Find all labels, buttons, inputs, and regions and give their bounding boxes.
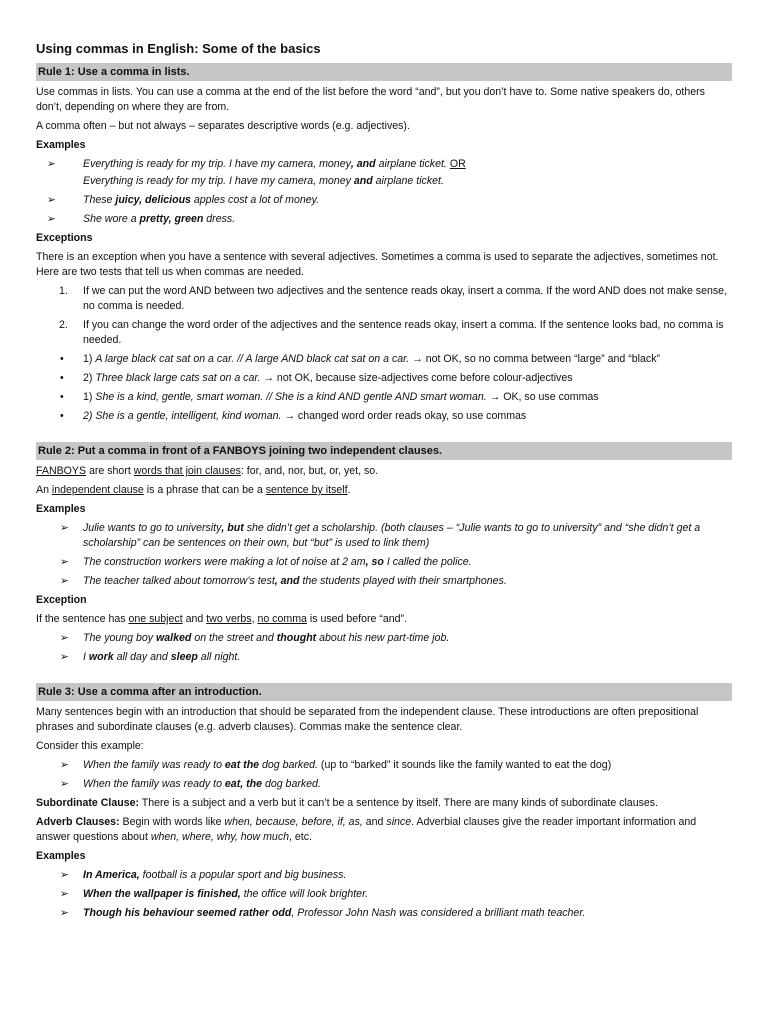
adverb-clauses-definition: Adverb Clauses: Begin with words like when, because, before, if, as, and since. Adverbial clauses give the reader important information and answer questions about when, where, why, how much, etc. [36, 816, 697, 843]
list-item: ➢ In America, football is a popular sport and big business. [60, 869, 347, 881]
rule2-paragraph-1: FANBOYS are short words that join clauses: for, and, nor, but, or, yet, so. [36, 465, 379, 477]
page-title: Using commas in English: Some of the basics [36, 41, 321, 56]
arrow-bullet-icon: ➢ [60, 759, 69, 771]
arrow-bullet-icon: ➢ [47, 194, 56, 206]
rule2-exception-paragraph: If the sentence has one subject and two verbs, no comma is used before “and”. [36, 613, 408, 625]
section-spacer [36, 428, 732, 442]
list-item: ➢ These juicy, delicious apples cost a lot of money. [47, 194, 320, 206]
list-item: ➢ She wore a pretty, green dress. [47, 213, 236, 225]
rule1-exceptions-paragraph: There is an exception when you have a sentence with several adjectives. Sometimes a comma is used to separate the adjectives, sometimes not. Here are two tests that tell us when commas are needed. [36, 251, 719, 278]
list-item: • 1) A large black cat sat on a car. // A large AND black cat sat on a car. → not OK, so no comma between “large” and “black” [60, 353, 661, 365]
arrow-bullet-icon: ➢ [47, 213, 56, 225]
arrow-bullet-icon: ➢ [60, 651, 69, 663]
document-page [36, 40, 732, 925]
list-item: ➢ When the wallpaper is finished, the office will look brighter. [60, 888, 369, 900]
rule3-paragraph-2: Consider this example: [36, 740, 144, 752]
rule2-exception-label: Exception [36, 594, 87, 606]
list-item: 2. If you can change the word order of the adjectives and the sentence reads okay, insert a comma. If the sentence looks bad, no comma is needed. [59, 319, 724, 346]
bullet-icon: • [60, 353, 64, 365]
rule1-heading: Rule 1: Use a comma in lists. [36, 63, 732, 81]
rule1-paragraph-1: Use commas in lists. You can use a comma at the end of the list before the word “and”, but you don’t have to. Some native speakers do, others don’t, depending on where they are from. [36, 86, 705, 113]
arrow-bullet-icon: ➢ [60, 907, 69, 919]
list-item: • 1) She is a kind, gentle, smart woman. // She is a kind AND gentle AND smart woman. → OK, so use commas [60, 391, 599, 403]
rule1-examples-label: Examples [36, 139, 86, 151]
list-item: • 2) She is a gentle, intelligent, kind woman. → changed word order reads okay, so use commas [60, 410, 527, 422]
arrow-bullet-icon: ➢ [60, 522, 69, 534]
arrow-bullet-icon: ➢ [60, 575, 69, 587]
rule1-example-alt: Everything is ready for my trip. I have my camera, money and airplane ticket. [83, 175, 444, 187]
list-item: ➢ The construction workers were making a lot of noise at 2 am, so I called the police. [60, 556, 472, 568]
rule2-exception-list [36, 631, 732, 665]
arrow-bullet-icon: ➢ [47, 158, 56, 170]
rule2-paragraph-2: An independent clause is a phrase that can be a sentence by itself. [36, 484, 351, 496]
or-label: OR [449, 158, 466, 170]
bullet-icon: • [60, 372, 64, 384]
bullet-icon: • [60, 391, 64, 403]
rule3-examples-list [36, 868, 732, 921]
rule1-test-examples [36, 352, 732, 424]
arrow-bullet-icon: ➢ [60, 888, 69, 900]
list-item: ➢ I work all day and sleep all night. [60, 651, 241, 663]
list-item: ➢ When the family was ready to eat, the dog barked. [60, 778, 321, 790]
list-item: 1. If we can put the word AND between two adjectives and the sentence reads okay, insert a comma. If the word AND does not make sense, no comma is needed. [59, 285, 728, 312]
arrow-bullet-icon: ➢ [60, 556, 69, 568]
rule1-exceptions-label: Exceptions [36, 232, 93, 244]
list-item: ➢ Though his behaviour seemed rather odd, Professor John Nash was considered a brilliant math teacher. [60, 907, 586, 919]
rule2-examples-label: Examples [36, 503, 86, 515]
rule1-paragraph-2: A comma often – but not always – separates descriptive words (e.g. adjectives). [36, 120, 410, 132]
list-item: ➢ When the family was ready to eat the dog barked. (up to “barked” it sounds like the family wanted to eat the dog) [60, 759, 612, 771]
rule3-paragraph-1: Many sentences begin with an introduction that should be separated from the independent clause. These introductions are often prepositional phrases and subordinate clauses (e.g. adverb clauses). Commas make the sentence clear. [36, 706, 699, 733]
arrow-bullet-icon: ➢ [60, 778, 69, 790]
list-item: ➢ Everything is ready for my trip. I have my camera, money, and airplane ticket. OR [47, 158, 466, 170]
rule3-examples-label: Examples [36, 850, 86, 862]
rule2-heading: Rule 2: Put a comma in front of a FANBOYS joining two independent clauses. [36, 442, 732, 460]
rule2-examples-list [36, 521, 732, 589]
rule3-consider-list [36, 758, 732, 792]
rule1-tests-list [36, 284, 732, 348]
arrow-bullet-icon: ➢ [60, 632, 69, 644]
subordinate-clause-definition: Subordinate Clause: There is a subject and a verb but it can’t be a sentence by itself. There are many kinds of subordinate clauses. [36, 797, 659, 809]
list-item: ➢ The teacher talked about tomorrow’s test, and the students played with their smartphones. [60, 575, 507, 587]
bullet-icon: • [60, 410, 64, 422]
section-spacer [36, 669, 732, 683]
list-number: 1. [59, 285, 68, 297]
list-item: • 2) Three black large cats sat on a car. → not OK, because size-adjectives come before colour-adjectives [60, 372, 573, 384]
rule1-examples-list-2 [36, 193, 732, 227]
arrow-bullet-icon: ➢ [60, 869, 69, 881]
list-item: ➢ Julie wants to go to university, but she didn’t get a scholarship. (both clauses – “Julie wants to go to university” and “she didn’t get a scholarship” can be sentences on their own, but “but” is used to link them) [60, 522, 701, 549]
list-item: ➢ The young boy walked on the street and thought about his new part-time job. [60, 632, 450, 644]
rule1-examples-list [36, 157, 732, 172]
list-number: 2. [59, 319, 68, 331]
rule3-heading: Rule 3: Use a comma after an introduction. [36, 683, 732, 701]
